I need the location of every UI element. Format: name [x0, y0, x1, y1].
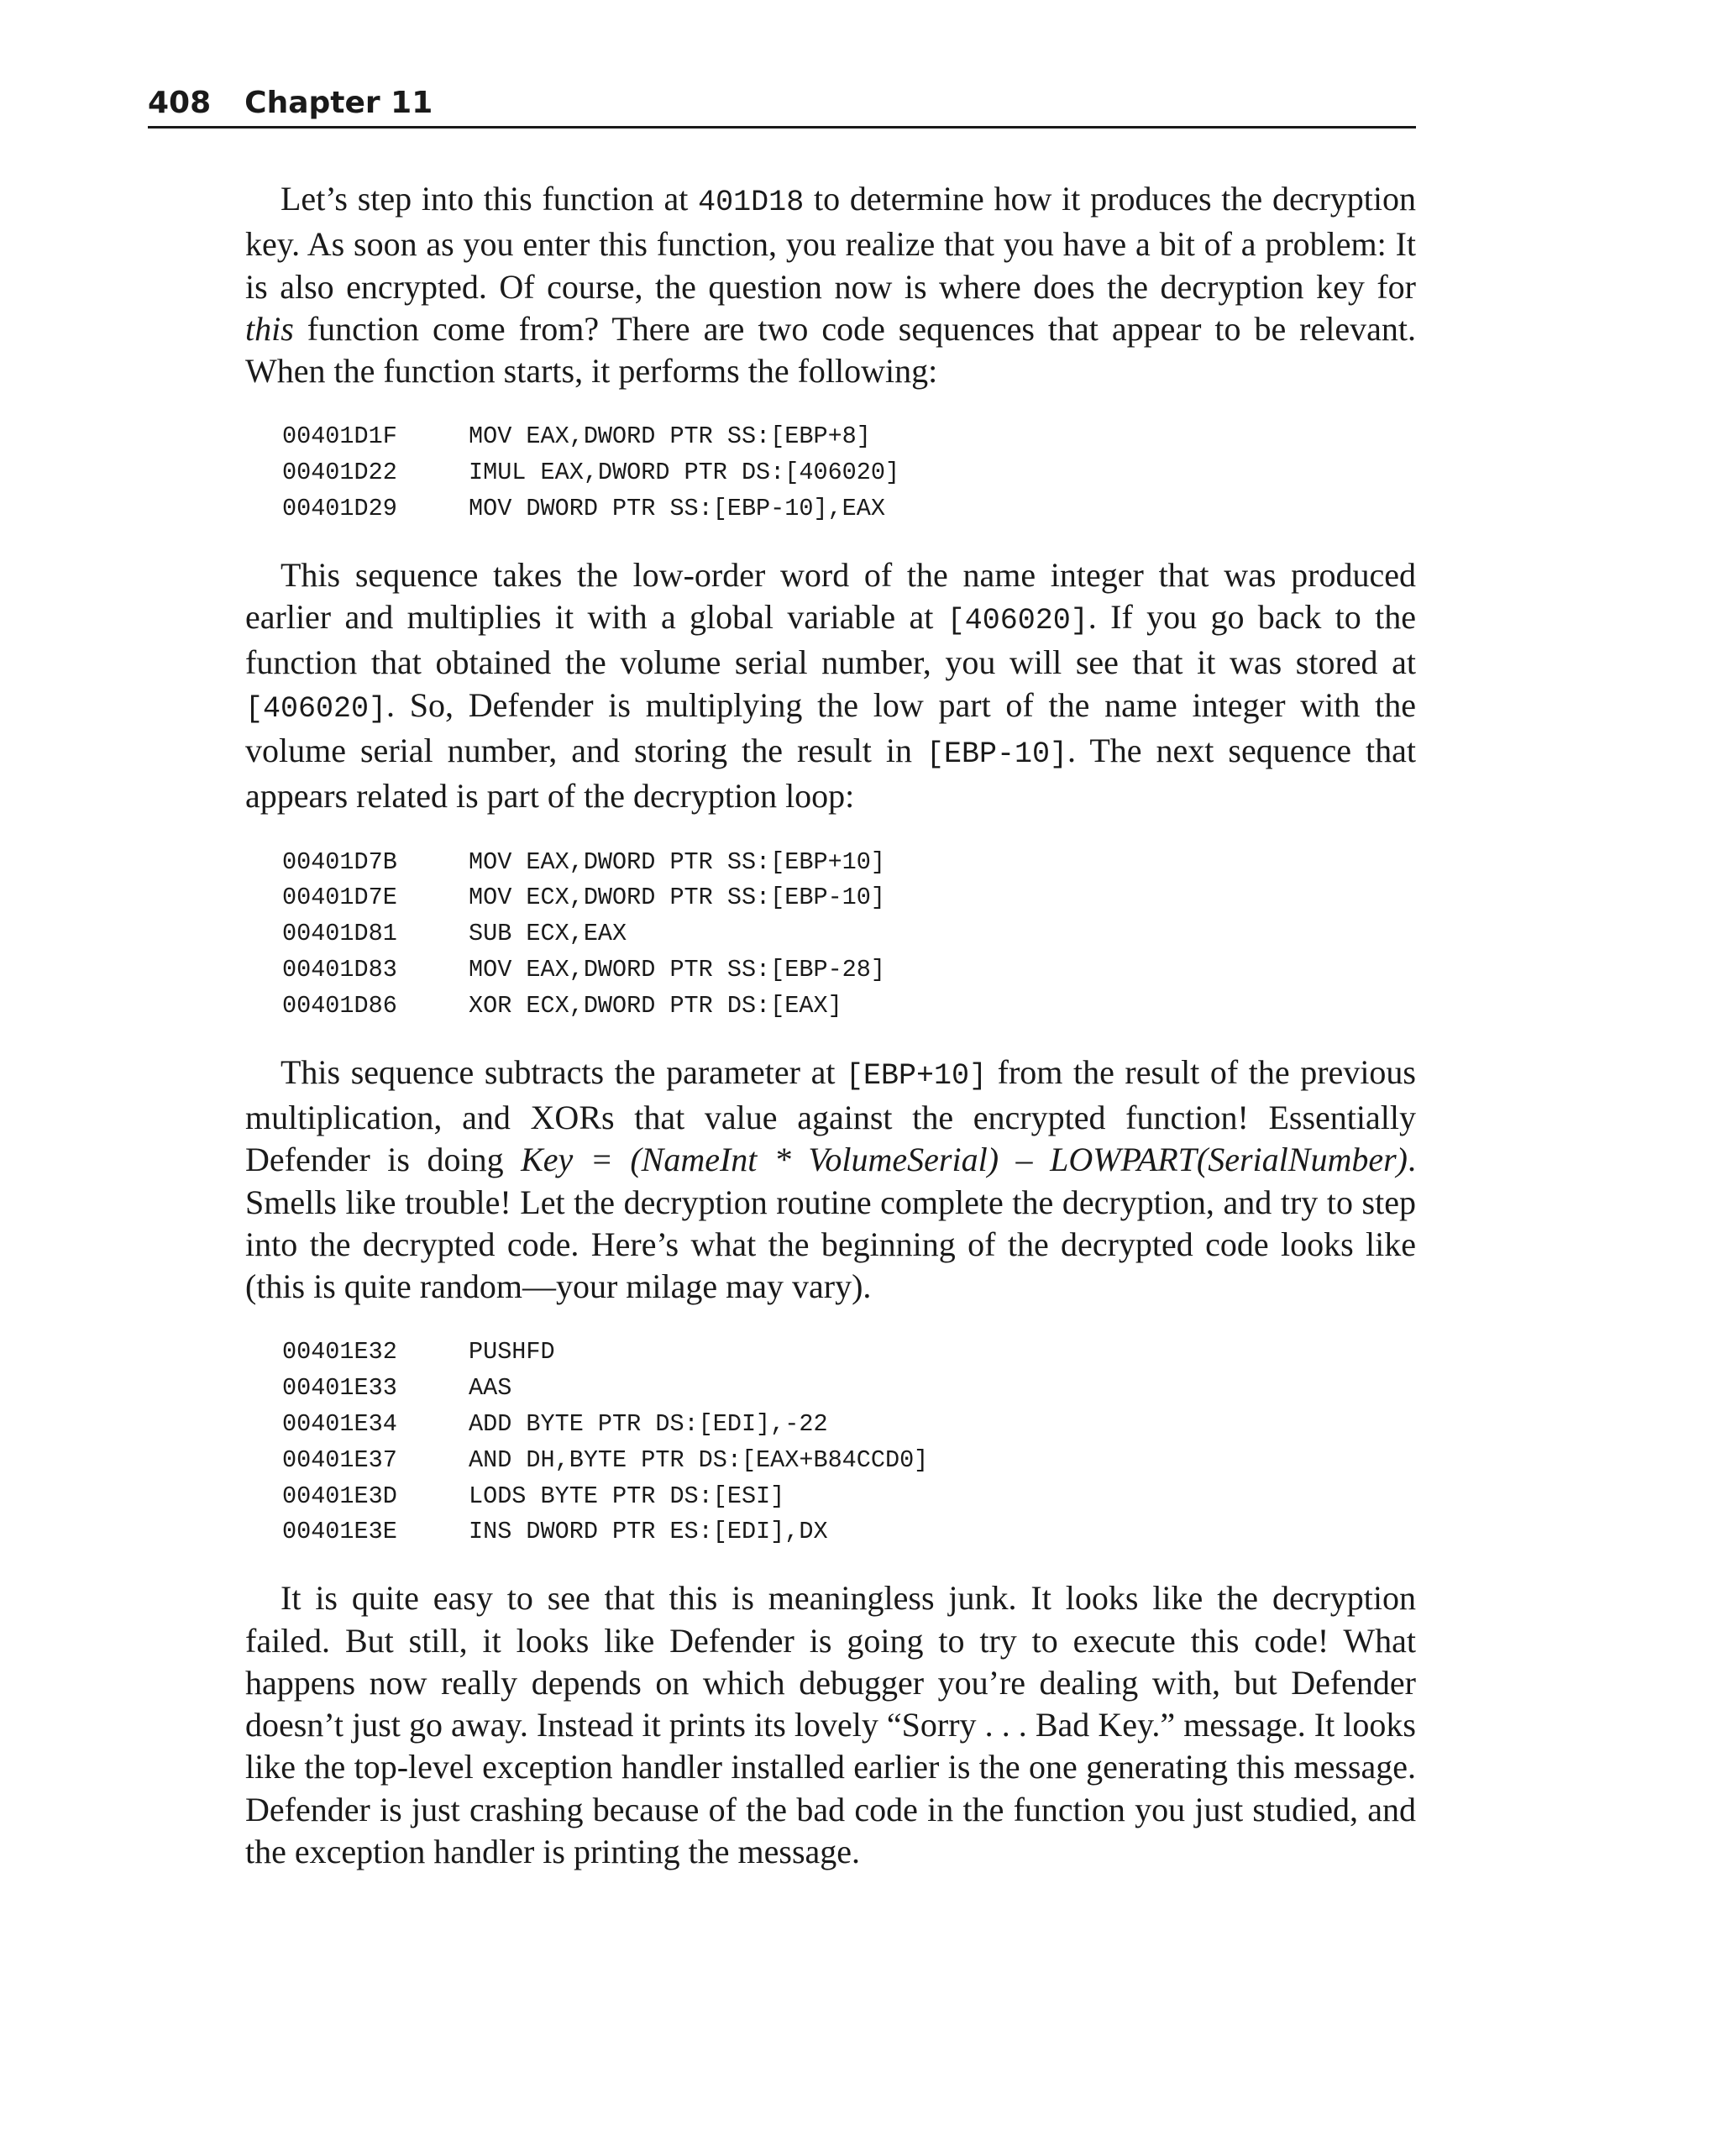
code-address: 00401E3D: [282, 1482, 397, 1510]
code-line: [282, 1514, 1416, 1550]
paragraph-4: [245, 1577, 1416, 1873]
code-line: [282, 1371, 1416, 1407]
paragraph-1: [245, 178, 1416, 392]
code-line: [282, 1479, 1416, 1515]
paragraph-3-text: from the result of the previous multiplication, and XORs that value against the encrypted function! Essentially Defender is doing: [245, 1052, 1416, 1179]
code-line: [282, 1335, 1416, 1371]
paragraph-2-text: . So, Defender is multiplying the low part of the name integer with the volume serial number, and storing the result in: [245, 685, 1416, 770]
code-listing-1: [245, 419, 1416, 527]
paragraph-1-text: function come from? There are two code sequences that appear to be relevant. When the function starts, it performs the following:: [245, 309, 1416, 391]
code-address: 00401E37: [282, 1445, 397, 1474]
code-address: 00401E33: [282, 1374, 397, 1403]
inline-code-stack-variable: [EBP-10]: [926, 737, 1068, 772]
code-instruction: INS DWORD PTR ES:[EDI],DX: [469, 1518, 828, 1546]
code-line: [282, 916, 1416, 952]
code-address: 00401D81: [282, 920, 397, 948]
code-address: 00401D86: [282, 991, 397, 1020]
emphasis-this: this: [245, 309, 294, 348]
paragraph-3-text: . Smells like trouble! Let the decryption routine complete the decryption, and try to step into the decrypted code. Here’s what the beginning of the decrypted code looks like (this is quite random—your milage may vary).: [245, 1141, 1416, 1306]
code-instruction: ADD BYTE PTR DS:[EDI],-22: [469, 1410, 828, 1439]
inline-code-parameter: [EBP+10]: [846, 1058, 988, 1093]
code-instruction: PUSHFD: [469, 1338, 555, 1367]
code-line: [282, 491, 1416, 527]
code-line: [282, 989, 1416, 1025]
code-listing-3: [245, 1335, 1416, 1550]
code-address: 00401D7B: [282, 847, 397, 876]
code-line: [282, 1407, 1416, 1443]
paragraph-4-text: It is quite easy to see that this is meaningless junk. It looks like the decryption failed. But still, it looks like Defender is going to try to execute this code! What happens now really depends on which debugger you’re dealing with, but Defender doesn’t just go away. Instead it prints its lovely “Sorry . . . Bad Key.” message. It looks like the top-level exception handler installed earlier is the one generating this message. Defender is just crashing because of the bad code in the function you just studied, and the exception handler is printing the message.: [245, 1579, 1416, 1870]
code-listing-2: [245, 845, 1416, 1025]
paragraph-3: [245, 1052, 1416, 1309]
paragraph-1-text: to determine how it produces the decryption key. As soon as you enter this function, you realize that you have a bit of a problem: It is also encrypted. Of course, the question now is where does the decryption key for: [245, 180, 1416, 306]
code-line: [282, 1443, 1416, 1479]
paragraph-2: [245, 554, 1416, 818]
code-address: 00401D1F: [282, 422, 397, 451]
code-line: [282, 952, 1416, 989]
code-line: [282, 845, 1416, 881]
code-address: 00401D7E: [282, 884, 397, 912]
code-instruction: SUB ECX,EAX: [469, 920, 627, 948]
page-number: 408: [148, 86, 212, 120]
code-instruction: LODS BYTE PTR DS:[ESI]: [469, 1482, 785, 1510]
code-address: 00401D83: [282, 956, 397, 984]
code-line: [282, 455, 1416, 491]
code-line: [282, 419, 1416, 455]
inline-code-address: 401D18: [698, 186, 805, 219]
paragraph-2-text: . The next sequence that appears related is part of the decryption loop:: [245, 732, 1416, 816]
code-address: 00401D29: [282, 495, 397, 523]
code-address: 00401E3E: [282, 1518, 397, 1546]
code-instruction: MOV EAX,DWORD PTR SS:[EBP-28]: [469, 956, 885, 984]
code-instruction: MOV DWORD PTR SS:[EBP-10],EAX: [469, 495, 885, 523]
code-address: 00401E32: [282, 1338, 397, 1367]
code-address: 00401D22: [282, 459, 397, 487]
inline-code-global-variable: [406020]: [245, 691, 387, 726]
code-instruction: AAS: [469, 1374, 512, 1403]
code-instruction: MOV EAX,DWORD PTR SS:[EBP+10]: [469, 847, 885, 876]
chapter-label: Chapter 11: [244, 86, 433, 120]
code-instruction: XOR ECX,DWORD PTR DS:[EAX]: [469, 991, 842, 1020]
inline-code-global-variable: [406020]: [947, 604, 1088, 638]
body-text: [245, 178, 1416, 1873]
paragraph-2-text: . If you go back to the function that obtained the volume serial number, you will see that it was stored at: [245, 598, 1416, 682]
emphasis-key-formula: Key = (NameInt * VolumeSerial) – LOWPART(SerialNumber): [521, 1141, 1408, 1179]
paragraph-1-text: Let’s step into this function at: [281, 180, 699, 218]
code-instruction: MOV ECX,DWORD PTR SS:[EBP-10]: [469, 884, 885, 912]
code-instruction: IMUL EAX,DWORD PTR DS:[406020]: [469, 459, 900, 487]
code-instruction: MOV EAX,DWORD PTR SS:[EBP+8]: [469, 422, 871, 451]
code-address: 00401E34: [282, 1410, 397, 1439]
paragraph-3-text: This sequence subtracts the parameter at: [281, 1052, 847, 1091]
code-line: [282, 880, 1416, 916]
running-header: [148, 81, 1416, 129]
code-instruction: AND DH,BYTE PTR DS:[EAX+B84CCD0]: [469, 1445, 929, 1474]
paragraph-2-text: This sequence takes the low-order word of the name integer that was produced earlier and multiplies it with a global variable at: [245, 555, 1416, 637]
